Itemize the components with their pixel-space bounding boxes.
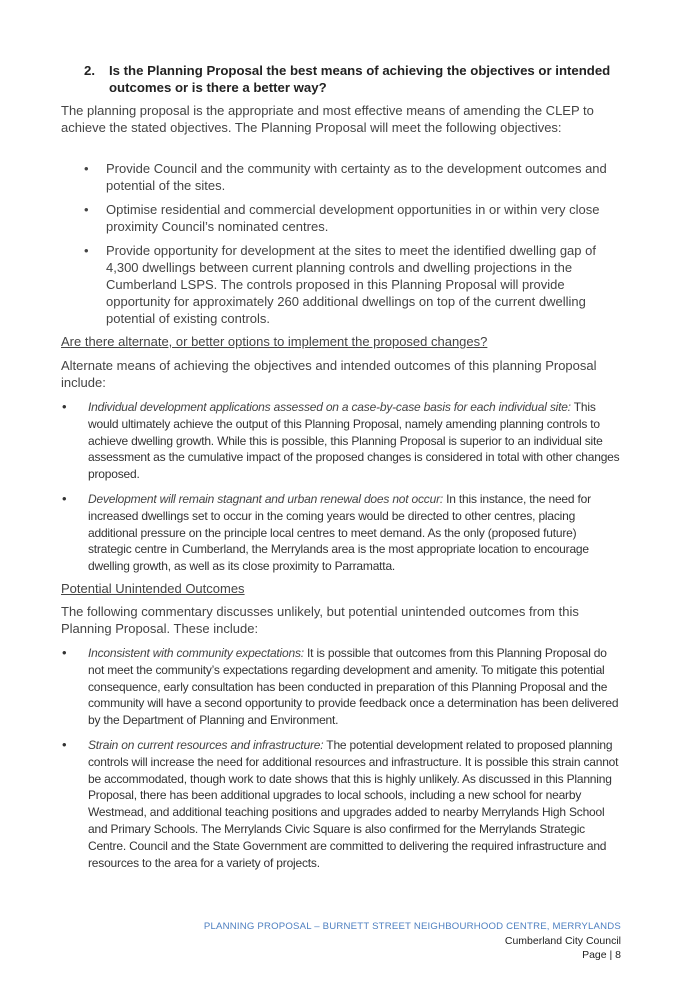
- alternatives-list: [62, 399, 622, 583]
- section-number: 2.: [84, 63, 95, 78]
- unintended-heading: Potential Unintended Outcomes: [61, 581, 245, 596]
- unintended-intro: The following commentary discusses unlikely, but potential unintended outcomes from this Planning Proposal. These include:: [61, 604, 579, 636]
- alternatives-intro: Alternate means of achieving the objectives and intended outcomes of this planning Proposal include:: [61, 358, 597, 390]
- bullet-icon: •: [84, 161, 89, 176]
- page-number: Page | 8: [582, 949, 621, 961]
- alternatives-heading: Are there alternate, or better options to implement the proposed changes?: [61, 334, 488, 349]
- list-item: [62, 645, 622, 729]
- objective-text: Optimise residential and commercial development opportunities in or within very close proximity Council’s nominated centres.: [106, 202, 600, 234]
- item-body: It is possible that outcomes from this Planning Proposal do not meet the community’s expectations regarding development and amenity. To mitigate this potential consequence, early consultation has been conducted in preparation of this Planning Proposal and the community will have a second opportunity to provide feedback once a determination has been delivered by the Department of Planning and Environment.: [88, 646, 619, 728]
- intro-paragraph: The planning proposal is the appropriate and most effective means of amending the CLEP to achieve the stated objectives. The Planning Proposal will meet the following objectives:: [61, 103, 594, 135]
- footer-org: Cumberland City Council: [504, 935, 621, 947]
- list-item: [84, 160, 624, 194]
- unintended-list: [62, 645, 622, 879]
- list-item: [62, 399, 622, 483]
- section-heading-text: Is the Planning Proposal the best means of achieving the objectives or intended outcomes or is there a better way?: [109, 63, 611, 95]
- bullet-icon: •: [62, 645, 67, 660]
- item-lead: Strain on current resources and infrastructure:: [88, 737, 324, 752]
- bullet-icon: •: [84, 202, 89, 217]
- item-lead: Development will remain stagnant and urban renewal does not occur:: [88, 491, 444, 506]
- item-lead: Inconsistent with community expectations:: [88, 646, 304, 660]
- list-item: [62, 737, 622, 871]
- bullet-icon: •: [62, 736, 67, 752]
- bullet-icon: •: [84, 243, 89, 258]
- page-footer: [204, 920, 621, 962]
- list-item: [84, 201, 624, 235]
- objectives-list: [84, 160, 624, 334]
- bullet-icon: •: [62, 490, 67, 506]
- list-item: [84, 242, 624, 327]
- item-lead: Individual development applications assessed on a case-by-case basis for each individual site:: [88, 400, 571, 414]
- item-body: The potential development related to proposed planning controls will increase the need for additional resources and infrastructure. It is possible this strain cannot be accommodated, though work to date shows that this is highly unlikely. As discussed in this Planning Proposal, there has been additional upgrades to local schools, including a new school for nearby Westmead, and additional teaching positions and upgrades added to nearby Merrylands High School and Primary Schools. The Merrylands Civic Square is also confirmed for the Merrylands Strategic Centre. Council and the State Government are committed to delivering the required infrastructure and resources to the area for a variety of projects.: [88, 737, 619, 870]
- list-item: [62, 491, 622, 575]
- section-heading: [85, 62, 625, 96]
- footer-title: PLANNING PROPOSAL – BURNETT STREET NEIGHBOURHOOD CENTRE, MERRYLANDS: [203, 921, 621, 932]
- objective-text: Provide Council and the community with certainty as to the development outcomes and potential of the sites.: [106, 161, 607, 193]
- bullet-icon: •: [62, 399, 67, 414]
- item-body: This would ultimately achieve the output of this Planning Proposal, namely amending planning controls to achieve dwelling growth. While this is possible, this Planning Proposal is superior to an individual site assessment as the cumulative impact of the proposed changes is considered in total with other changes proposed.: [88, 400, 620, 482]
- objective-text: Provide opportunity for development at the sites to meet the identified dwelling gap of 4,300 dwellings between current planning controls and dwelling projections in the Cumberland LSPS. The controls proposed in this Planning Proposal will provide opportunity for approximately 260 additional dwellings on top of the current dwelling potential of existing controls.: [106, 243, 596, 326]
- item-body: In this instance, the need for increased dwellings set to occur in the coming years would be directed to other centres, placing additional pressure on the principle local centres to meet demand. As the only (proposed future) strategic centre in Cumberland, the Merrylands area is the most appropriate location to encourage dwelling growth, as well as its close proximity to Parramatta.: [88, 491, 591, 574]
